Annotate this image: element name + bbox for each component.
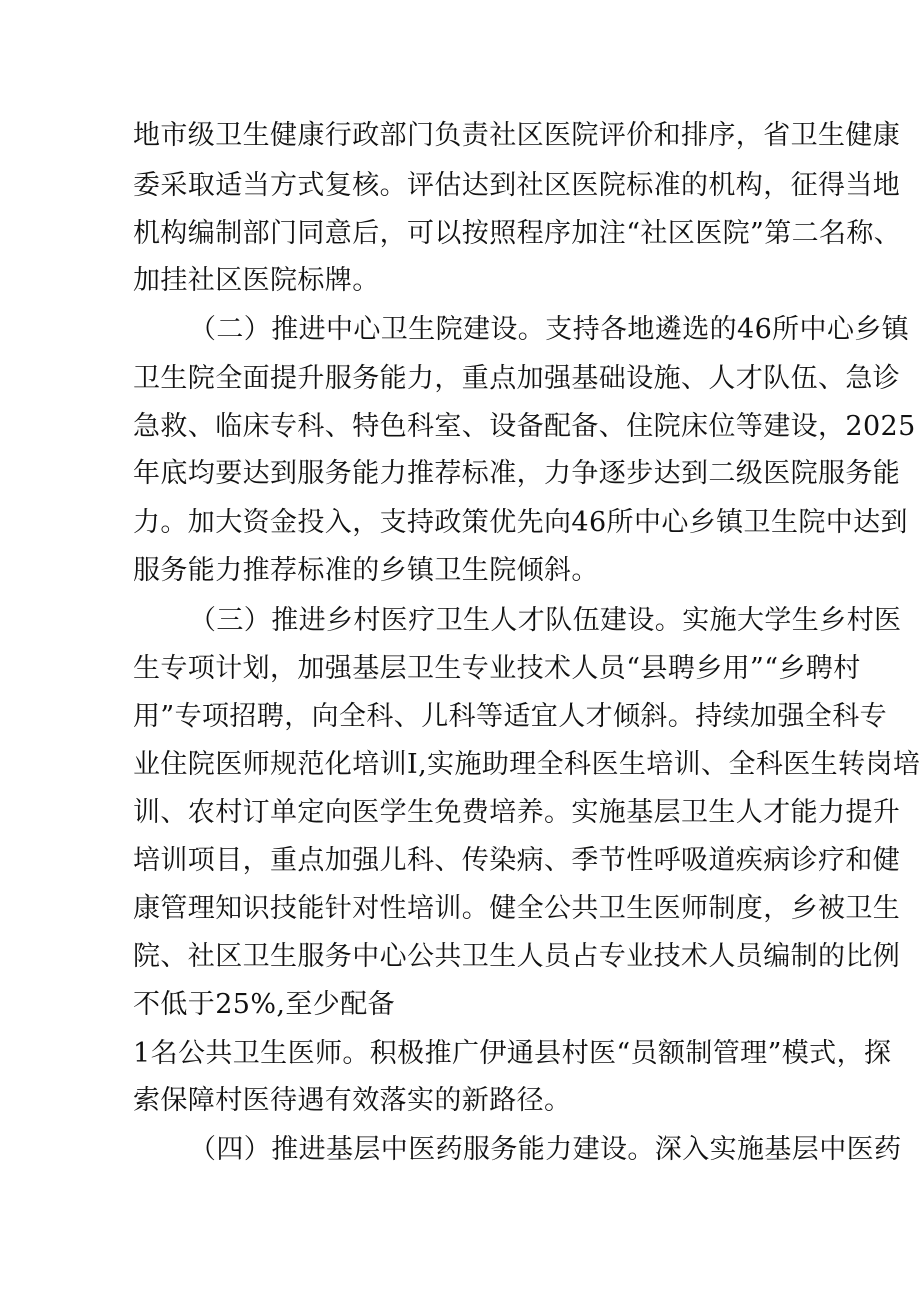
text-line: 1名公共卫生医师。积极推广伊通县村医“员额制管理”模式，探 (133, 1038, 892, 1069)
text-line: 服务能力推荐标准的乡镇卫生院倾斜。 (133, 555, 599, 586)
text-line: 委采取适当方式复核。评估达到社区医院标准的机构，征得当地 (133, 170, 901, 201)
text-line: 不低于25%,至少配备 (133, 989, 395, 1020)
text-line: 机构编制部门同意后，可以按照程序加注“社区医院”第二名称、 (133, 218, 902, 249)
text-line: 培训项目，重点加强儿科、传染病、季节性呼吸道疾病诊疗和健 (133, 845, 901, 876)
text-line: 院、社区卫生服务中心公共卫生人员占专业技术人员编制的比例 (133, 941, 901, 972)
text-line: 年底均要达到服务能力推荐标准，力争逐步达到二级医院服务能 (133, 458, 901, 489)
paragraph-heading-line: （二）推进中心卫生院建设。支持各地遴选的46所中心乡镇 (189, 314, 910, 345)
text-line: 卫生院全面提升服务能力，重点加强基础设施、人才队伍、急诊 (133, 363, 901, 394)
paragraph-heading-line: （三）推进乡村医疗卫生人才队伍建设。实施大学生乡村医 (189, 605, 902, 636)
text-line: 生专项计划，加强基层卫生专业技术人员“县聘乡用”“乡聘村 (133, 653, 861, 684)
text-line: 加挂社区医院标牌。 (133, 265, 380, 296)
text-line: 用”专项招聘，向全科、儿科等适宜人才倾斜。持续加强全科专 (133, 701, 888, 732)
text-line: 康管理知识技能针对性培训。健全公共卫生医师制度，乡被卫生 (133, 893, 901, 924)
text-line: 索保障村医待遇有效落实的新路径。 (133, 1085, 572, 1116)
text-line: 业住院医师规范化培训I,实施助理全科医生培训、全科医生转岗培 (133, 749, 920, 780)
text-line: 力。加大资金投入，支持政策优先向46所中心乡镇卫生院中达到 (133, 507, 908, 538)
text-line: 训、农村订单定向医学生免费培养。实施基层卫生人才能力提升 (133, 797, 901, 828)
text-line: 急救、临床专科、特色科室、设备配备、住院床位等建设，2025 (133, 411, 916, 442)
paragraph-heading-line: （四）推进基层中医药服务能力建设。深入实施基层中医药 (189, 1134, 902, 1165)
text-line: 地市级卫生健康行政部门负责社区医院评价和排序，省卫生健康 (133, 120, 901, 151)
